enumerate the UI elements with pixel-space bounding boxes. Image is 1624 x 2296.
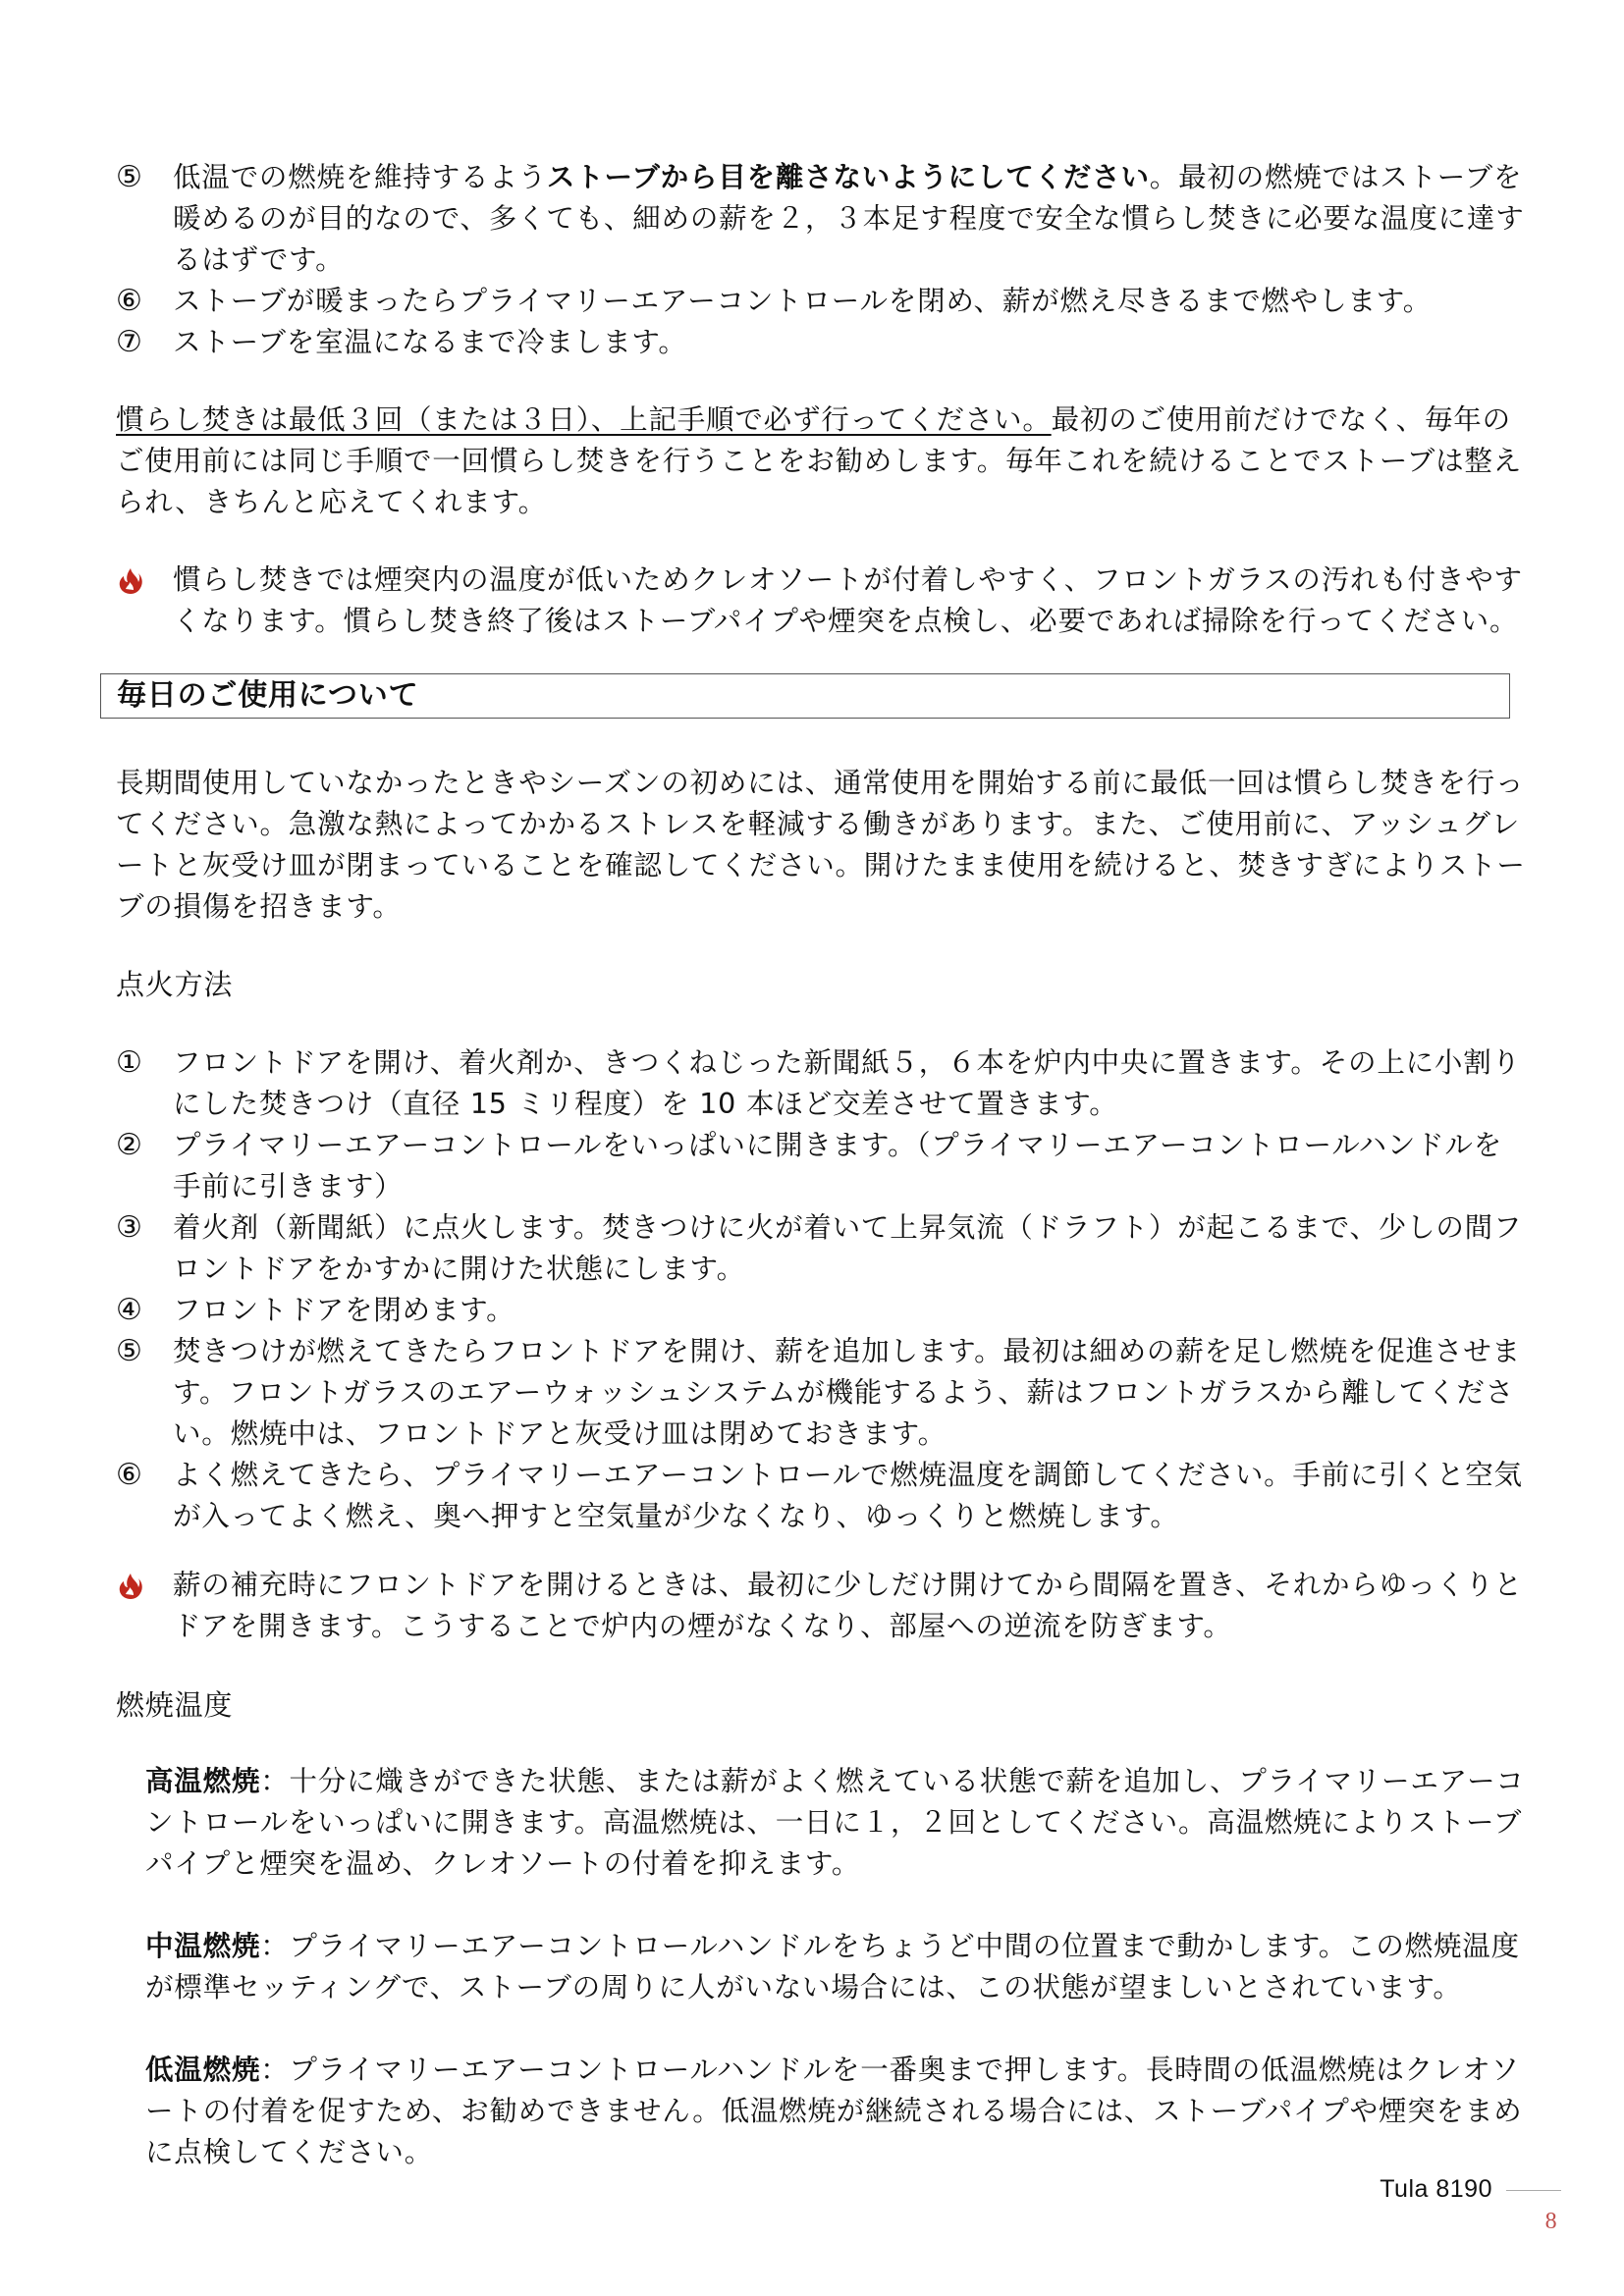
text-segment: よく燃えてきたら、プライマリーエアーコントロールで燃焼温度を調節してください。手前に引くと空気 (173, 1459, 1523, 1491)
text-line (173, 198, 1525, 240)
text-segment: ：十分に熾きができた状態、または薪がよく燃えている状態で薪を追加し、プライマリーエアーコ (260, 1765, 1525, 1797)
text-segment: 暖めるのが目的なので、多くても、細めの薪を２，３本足す程度で安全な慣らし焚きに必要な温度に達す (173, 202, 1525, 235)
ignition-step-3 (116, 1207, 1523, 1290)
text-segment: フロントドアを開け、着火剤か、きつくねじった新聞紙５，６本を炉内中央に置きます。その上に小割り (173, 1046, 1521, 1079)
section-heading-box (100, 673, 1510, 719)
ignition-step-4 (116, 1290, 1510, 1331)
text-line (145, 1761, 1525, 1802)
text-line (173, 1290, 1510, 1331)
text-line (145, 2132, 1510, 2173)
text-segment: 焚きつけが燃えてきたらフロントドアを開け、薪を追加します。最初は細めの薪を足し燃焼を促進させま (173, 1335, 1521, 1367)
text-line (173, 157, 1523, 198)
warning-note-1 (116, 560, 1523, 642)
text-line (116, 763, 1525, 804)
text-line (145, 2050, 1520, 2091)
page-number: 8 (1544, 2209, 1558, 2234)
text-segment: 長期間使用していなかったときやシーズンの初めには、通常使用を開始する前に最低一回は慣らし焚きを行っ (116, 767, 1525, 799)
footer-divider (1506, 2190, 1561, 2191)
text-segment: るはずです。 (173, 243, 345, 276)
text-segment: ：プライマリーエアーコントロールハンドルを一番奥まで押します。長時間の低温燃焼はクレオソ (260, 2054, 1520, 2086)
high-temp-paragraph (145, 1761, 1525, 1885)
text-line (145, 1926, 1520, 1967)
text-segment: が標準セッティングで、ストーブの周りに人がいない場合には、この状態が望ましいとされています。 (145, 1971, 1462, 2003)
text-segment: くなります。慣らし焚き終了後はストーブパイプや煙突を点検し、必要であれば掃除を行ってください。 (173, 605, 1519, 637)
step-text (173, 1331, 1521, 1455)
text-segment: ントロールをいっぱいに開きます。高温燃焼は、一日に１，２回としてください。高温燃焼によりストーブ (145, 1806, 1523, 1839)
text-line (173, 1125, 1510, 1166)
text-segment: てください。急激な熱によってかかるストレスを軽減する働きがあります。また、ご使用前に、アッシュグレ (116, 808, 1521, 840)
step-number: ⑥ (116, 284, 143, 318)
ignition-step-2 (116, 1125, 1510, 1207)
step-text (173, 1125, 1510, 1207)
text-segment: 薪の補充時にフロントドアを開けるときは、最初に少しだけ開けてから間隔を置き、それからゆっくりと (173, 1569, 1523, 1601)
step-5-continued (116, 157, 1525, 281)
text-segment: 。最初の燃焼ではストーブを (1149, 161, 1523, 193)
text-line (173, 281, 1510, 322)
text-line (173, 1084, 1510, 1125)
bold-text: 高温燃焼 (145, 1765, 261, 1797)
step-text (173, 1042, 1521, 1125)
text-line (116, 804, 1521, 845)
medium-temp-paragraph (145, 1926, 1520, 2008)
text-segment: 慣らし焚きでは煙突内の温度が低いためクレオソートが付着しやすく、フロントガラスの汚れも付きやす (173, 563, 1523, 596)
step-text (173, 281, 1510, 322)
text-line (173, 1565, 1523, 1606)
text-line (145, 1843, 1510, 1885)
text-segment: ドアを開きます。こうすることで炉内の煙がなくなり、部屋への逆流を防ぎます。 (173, 1610, 1232, 1642)
low-temp-paragraph (145, 2050, 1523, 2173)
text-line (173, 560, 1523, 601)
text-line (173, 1496, 1510, 1537)
step-text (173, 1455, 1523, 1537)
text-segment: す。フロントガラスのエアーウォッシュシステムが機能するよう、薪はフロントガラスから離してくださ (173, 1376, 1514, 1409)
text-line (116, 886, 1510, 928)
text-line (116, 441, 1522, 482)
step-text (173, 157, 1525, 281)
text-line (173, 1249, 1510, 1290)
text-segment: パイプと煙突を温め、クレオソートの付着を抑えます。 (145, 1847, 861, 1880)
text-line (173, 240, 1510, 281)
step-text (173, 322, 1510, 363)
text-line (145, 1967, 1510, 2008)
text-segment: い。燃焼中は、フロントドアと灰受け皿は閉めておきます。 (173, 1417, 947, 1450)
text-line (145, 1802, 1523, 1843)
step-6-continued (116, 281, 1510, 322)
flame-icon (118, 567, 143, 595)
step-number: ③ (116, 1210, 143, 1245)
text-line (173, 601, 1519, 642)
text-segment: ：プライマリーエアーコントロールハンドルをちょうど中間の位置まで動かします。この燃焼温度 (260, 1930, 1520, 1962)
step-number: ① (116, 1045, 143, 1080)
text-segment: ご使用前には同じ手順で一回慣らし焚きを行うことをお勧めします。毎年これを続けることでストーブは整え (116, 445, 1522, 477)
text-line (173, 1166, 1510, 1207)
text-line (116, 400, 1510, 441)
bold-text: 中温燃焼 (145, 1930, 261, 1962)
text-segment: フロントドアを閉めます。 (173, 1294, 515, 1326)
combustion-title: 燃焼温度 (116, 1688, 234, 1722)
footer-model-name: Tula 8190 (1380, 2175, 1492, 2203)
text-line (145, 2091, 1523, 2132)
ignition-step-5 (116, 1331, 1521, 1455)
flame-icon (118, 1573, 143, 1600)
step-number: ⑤ (116, 1334, 143, 1368)
text-segment: ブの損傷を招きます。 (116, 890, 402, 923)
text-line (173, 1372, 1514, 1414)
step-text (173, 1290, 1510, 1331)
step-number: ⑤ (116, 160, 143, 194)
text-segment: ートの付着を促すため、お勧めできません。低温燃焼が継続される場合には、ストーブパイプや煙突をまめ (145, 2095, 1523, 2127)
text-segment: ートと灰受け皿が閉まっていることを確認してください。開けたまま使用を続けると、焚きすぎによりストー (116, 849, 1526, 881)
text-line (173, 1455, 1523, 1496)
bold-text: ストーブから目を離さないようにしてください (546, 161, 1150, 193)
warning-text (173, 1565, 1523, 1647)
step-number: ② (116, 1128, 143, 1162)
step-7-continued (116, 322, 1510, 363)
text-segment: プライマリーエアーコントロールをいっぱいに開きます。（プライマリーエアーコントロールハンドルを (173, 1129, 1503, 1161)
text-segment: 着火剤（新聞紙）に点火します。焚きつけに火が着いて上昇気流（ドラフト）が起こるまで、少しの間フ (173, 1211, 1523, 1244)
step-number: ⑦ (116, 325, 143, 359)
ignition-title: 点火方法 (116, 968, 234, 1001)
section-heading: 毎日のご使用について (117, 678, 419, 713)
text-line (173, 322, 1510, 363)
text-line (173, 1606, 1510, 1647)
text-line (173, 1414, 1510, 1455)
warning-note-2 (116, 1565, 1523, 1647)
text-segment: ロントドアをかすかに開けた状態にします。 (173, 1253, 745, 1285)
text-line (173, 1331, 1521, 1372)
underlined-text: 慣らし焚きは最低３回（または３日）、上記手順で必ず行ってください。 (116, 403, 1052, 436)
text-segment: が入ってよく燃え、奥へ押すと空気量が少なくなり、ゆっくりと燃焼します。 (173, 1500, 1179, 1532)
bold-text: 低温燃焼 (145, 2054, 261, 2086)
text-segment: 低温での燃焼を維持するよう (173, 161, 547, 193)
break-in-note (116, 400, 1522, 523)
step-number: ④ (116, 1293, 143, 1327)
text-segment: にした焚きつけ（直径 15 ミリ程度）を 10 本ほど交差させて置きます。 (173, 1088, 1118, 1120)
step-number: ⑥ (116, 1458, 143, 1492)
text-segment: ストーブが暖まったらプライマリーエアーコントロールを閉め、薪が燃え尽きるまで燃やします。 (173, 285, 1433, 317)
ignition-step-1 (116, 1042, 1521, 1125)
text-line (116, 845, 1526, 886)
text-segment: ストーブを室温になるまで冷まします。 (173, 326, 687, 358)
step-text (173, 1207, 1523, 1290)
text-line (173, 1207, 1523, 1249)
warning-text (173, 560, 1523, 642)
ignition-step-6 (116, 1455, 1523, 1537)
text-segment: られ、きちんと応えてくれます。 (116, 486, 547, 518)
text-segment: に点検してください。 (145, 2136, 434, 2168)
text-segment: 最初のご使用前だけでなく、毎年の (1051, 403, 1511, 436)
text-line (173, 1042, 1521, 1084)
daily-use-intro (116, 763, 1526, 928)
text-segment: 手前に引きます） (173, 1170, 404, 1202)
text-line (116, 482, 1510, 523)
